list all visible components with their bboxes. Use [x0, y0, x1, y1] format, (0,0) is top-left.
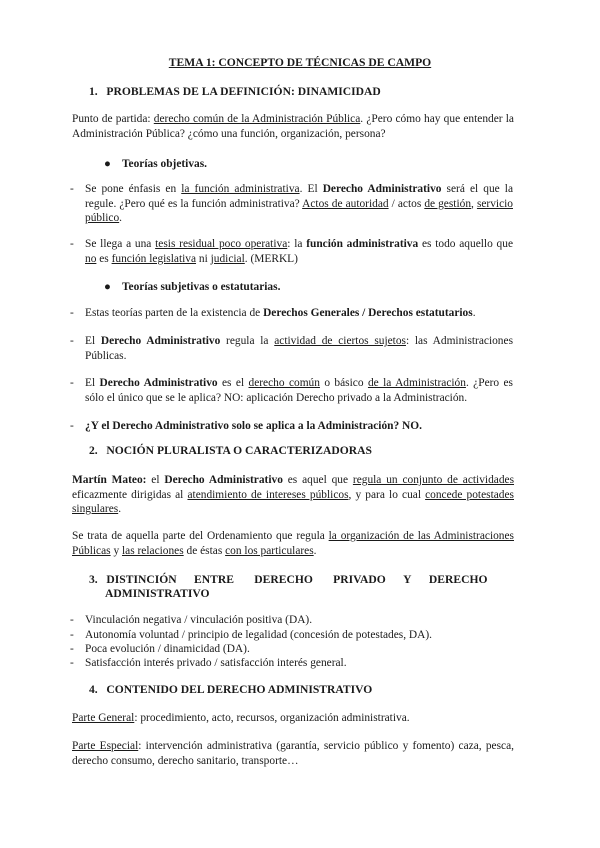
list-item: Poca evolución / dinamicidad (DA).	[85, 643, 250, 655]
list-item: ¿Y el Derecho Administrativo solo se aplica a la Administración? NO.	[85, 420, 422, 432]
list-item: Se llega a una tesis residual poco operativa: la función administrativa es todo aquello que no es función legislativa ni judicial. (MERKL)	[85, 238, 513, 265]
bullet-icon: ●	[104, 158, 111, 170]
bullet-subjective-theories: ● Teorías subjetivas o estatutarias.	[104, 281, 281, 293]
list-item: Satisfacción interés privado / satisfacción interés general.	[85, 657, 347, 669]
dash-marker: -	[70, 420, 74, 432]
list-item: Autonomía voluntad / principio de legalidad (concesión de potestades, DA).	[85, 629, 433, 641]
list-item: El Derecho Administrativo es el derecho común o básico de la Administración. ¿Pero es sólo el único que se le aplica? NO: aplicación Derecho privado a la Administración.	[85, 377, 513, 404]
dash-marker: -	[70, 643, 74, 655]
list-item: Se pone énfasis en la función administrativa. El Derecho Administrativo será el que la regule. ¿Pero qué es la función administrativa? Actos de autoridad / actos de gestión, servicio público.	[85, 183, 514, 225]
list-item: El Derecho Administrativo regula la actividad de ciertos sujetos: las Administraciones Públicas.	[85, 335, 513, 362]
dash-marker: -	[70, 657, 74, 669]
section-4-paragraph: Parte Especial: intervención administrativa (garantía, servicio público y fomento) caza, pesca, derecho consumo, derecho sanitario, transporte…	[72, 740, 514, 767]
list-item: Estas teorías parten de la existencia de Derechos Generales / Derechos estatutarios.	[85, 307, 476, 319]
dash-marker: -	[70, 183, 74, 195]
dash-marker: -	[70, 307, 74, 319]
page-title: TEMA 1: CONCEPTO DE TÉCNICAS DE CAMPO	[168, 56, 432, 69]
section-2-heading: 2. NOCIÓN PLURALISTA O CARACTERIZADORAS	[89, 444, 372, 457]
bullet-icon: ●	[104, 281, 111, 293]
section-4-heading: 4. CONTENIDO DEL DERECHO ADMINISTRATIVO	[89, 683, 373, 696]
section-3-heading: 3. DISTINCIÓN ENTRE DERECHO PRIVADO Y DERECHO	[89, 573, 488, 586]
section-2-paragraph: Martín Mateo: el Derecho Administrativo es aquel que regula un conjunto de actividades eficazmente dirigidas al atendimiento de intereses públicos, y para lo cual concede potestades singulares.	[72, 474, 515, 516]
section-3-heading-cont: ADMINISTRATIVO	[105, 587, 210, 600]
dash-marker: -	[70, 238, 74, 250]
dash-marker: -	[70, 614, 74, 626]
list-item: Vinculación negativa / vinculación positiva (DA).	[85, 614, 313, 626]
dash-marker: -	[70, 335, 74, 347]
dash-marker: -	[70, 629, 74, 641]
dash-marker: -	[70, 377, 74, 389]
section-4-paragraph: Parte General: procedimiento, acto, recursos, organización administrativa.	[72, 712, 410, 724]
section-2-paragraph: Se trata de aquella parte del Ordenamiento que regula la organización de las Administraciones Públicas y las relaciones de éstas con los particulares.	[72, 530, 514, 557]
section-1-intro: Punto de partida: derecho común de la Administración Pública. ¿Pero cómo hay que entender la Administración Pública? ¿cómo una función, organización, persona?	[72, 113, 514, 140]
section-1-heading: 1. PROBLEMAS DE LA DEFINICIÓN: DINAMICIDAD	[89, 85, 381, 98]
bullet-objective-theories: ● Teorías objetivas.	[104, 158, 208, 170]
